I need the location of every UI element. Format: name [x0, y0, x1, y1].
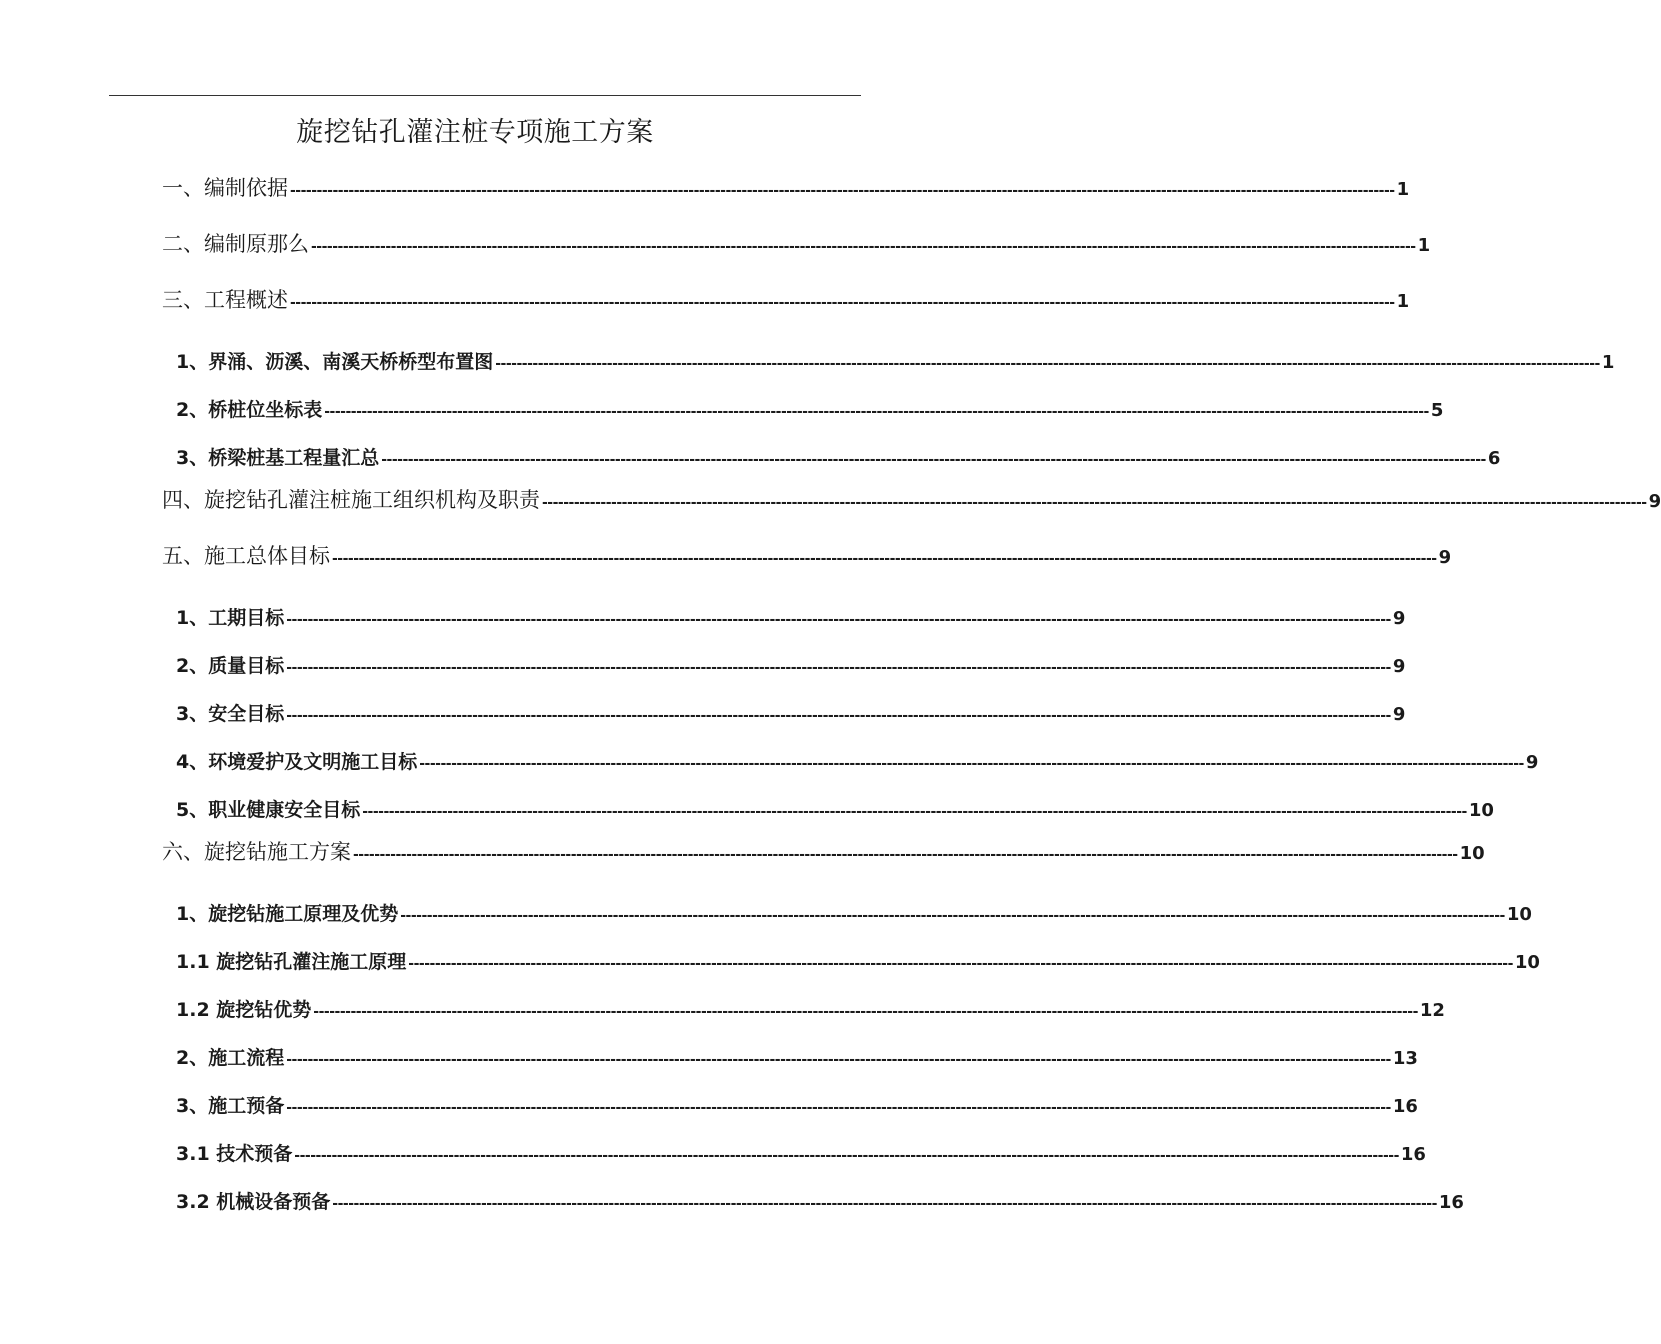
- toc-page-number: 12: [1419, 1000, 1445, 1021]
- toc-entry-title: 一、编制依据: [162, 176, 288, 200]
- toc-leader-dashes: ----------------------------------------------------------------------------------------------------------------------------------------------------------------------------------------------------------------: [286, 708, 1391, 724]
- document-title: 旋挖钻孔灌注桩专项施工方案: [296, 117, 654, 148]
- toc-leader-dashes: ----------------------------------------------------------------------------------------------------------------------------------------------------------------------------------------------------------------: [294, 1148, 1399, 1164]
- toc-entry[interactable]: [162, 836, 1485, 866]
- toc-entry[interactable]: [176, 699, 1406, 726]
- toc-entry[interactable]: [176, 347, 1615, 374]
- toc-leader-dashes: ----------------------------------------------------------------------------------------------------------------------------------------------------------------------------------------------------------------: [353, 847, 1458, 863]
- toc-entry-title: 六、旋挖钻施工方案: [162, 840, 351, 864]
- toc-leader-dashes: ----------------------------------------------------------------------------------------------------------------------------------------------------------------------------------------------------------------: [286, 660, 1391, 676]
- toc-page-number: 10: [1506, 904, 1532, 925]
- toc-entry-title: 4、环境爱护及文明施工目标: [176, 751, 418, 773]
- toc-leader-dashes: ----------------------------------------------------------------------------------------------------------------------------------------------------------------------------------------------------------------: [332, 1196, 1437, 1212]
- toc-page-number: 1: [1396, 291, 1410, 312]
- toc-leader-dashes: ----------------------------------------------------------------------------------------------------------------------------------------------------------------------------------------------------------------: [290, 183, 1395, 199]
- toc-entry[interactable]: [176, 1139, 1426, 1166]
- toc-entry[interactable]: [176, 995, 1445, 1022]
- toc-entry-title: 1、工期目标: [176, 607, 285, 629]
- toc-page-number: 9: [1648, 491, 1661, 512]
- toc-page-number: 9: [1525, 752, 1539, 773]
- toc-entry-title: 1、旋挖钻施工原理及优势: [176, 903, 399, 925]
- toc-entry-title: 2、施工流程: [176, 1047, 285, 1069]
- toc-entry[interactable]: [162, 540, 1452, 570]
- toc-leader-dashes: ----------------------------------------------------------------------------------------------------------------------------------------------------------------------------------------------------------------: [286, 612, 1391, 628]
- toc-entry[interactable]: [162, 484, 1661, 514]
- toc-entry[interactable]: [162, 228, 1431, 258]
- toc-page-number: 1: [1396, 179, 1410, 200]
- toc-entry[interactable]: [176, 1187, 1464, 1214]
- toc-entry-title: 3.2 机械设备预备: [176, 1191, 331, 1213]
- toc-page-number: 1: [1417, 235, 1431, 256]
- toc-entry-title: 3、安全目标: [176, 703, 285, 725]
- toc-entry[interactable]: [176, 899, 1532, 926]
- toc-entry[interactable]: [176, 603, 1406, 630]
- toc-leader-dashes: ----------------------------------------------------------------------------------------------------------------------------------------------------------------------------------------------------------------: [362, 804, 1467, 820]
- toc-entry-title: 3.1 技术预备: [176, 1143, 293, 1165]
- toc-leader-dashes: ----------------------------------------------------------------------------------------------------------------------------------------------------------------------------------------------------------------: [311, 239, 1416, 255]
- toc-entry-title: 二、编制原那么: [162, 232, 309, 256]
- toc-leader-dashes: ----------------------------------------------------------------------------------------------------------------------------------------------------------------------------------------------------------------: [332, 551, 1437, 567]
- toc-page-number: 9: [1392, 656, 1406, 677]
- toc-leader-dashes: ----------------------------------------------------------------------------------------------------------------------------------------------------------------------------------------------------------------: [286, 1052, 1391, 1068]
- toc-entry-title: 3、施工预备: [176, 1095, 285, 1117]
- toc-page-number: 16: [1400, 1144, 1426, 1165]
- toc-entry-title: 1、界涌、沥溪、南溪天桥桥型布置图: [176, 351, 494, 373]
- toc-leader-dashes: ----------------------------------------------------------------------------------------------------------------------------------------------------------------------------------------------------------------: [408, 956, 1513, 972]
- toc-entry-title: 五、施工总体目标: [162, 544, 330, 568]
- toc-page-number: 6: [1487, 448, 1501, 469]
- toc-entry[interactable]: [176, 651, 1406, 678]
- toc-leader-dashes: ----------------------------------------------------------------------------------------------------------------------------------------------------------------------------------------------------------------: [324, 404, 1429, 420]
- toc-entry-title: 2、桥桩位坐标表: [176, 399, 323, 421]
- toc-page-number: 9: [1392, 608, 1406, 629]
- toc-entry[interactable]: [176, 1043, 1418, 1070]
- toc-entry-title: 1.2 旋挖钻优势: [176, 999, 312, 1021]
- toc-leader-dashes: ----------------------------------------------------------------------------------------------------------------------------------------------------------------------------------------------------------------: [400, 908, 1505, 924]
- toc-entry-title: 三、工程概述: [162, 288, 288, 312]
- toc-page-number: 5: [1430, 400, 1444, 421]
- toc-page-number: 10: [1459, 843, 1485, 864]
- toc-page-number: 16: [1438, 1192, 1464, 1213]
- toc-entry[interactable]: [162, 172, 1410, 202]
- toc-leader-dashes: ----------------------------------------------------------------------------------------------------------------------------------------------------------------------------------------------------------------: [290, 295, 1395, 311]
- toc-page-number: 1: [1601, 352, 1615, 373]
- toc-page-number: 9: [1392, 704, 1406, 725]
- toc-leader-dashes: ----------------------------------------------------------------------------------------------------------------------------------------------------------------------------------------------------------------: [381, 452, 1486, 468]
- toc-leader-dashes: ----------------------------------------------------------------------------------------------------------------------------------------------------------------------------------------------------------------: [286, 1100, 1391, 1116]
- toc-leader-dashes: ----------------------------------------------------------------------------------------------------------------------------------------------------------------------------------------------------------------: [419, 756, 1524, 772]
- toc-entry-title: 1.1 旋挖钻孔灌注施工原理: [176, 951, 407, 973]
- toc-leader-dashes: ----------------------------------------------------------------------------------------------------------------------------------------------------------------------------------------------------------------: [495, 356, 1600, 372]
- toc-page-number: 9: [1438, 547, 1452, 568]
- toc-entry-title: 5、职业健康安全目标: [176, 799, 361, 821]
- toc-entry[interactable]: [176, 795, 1494, 822]
- toc-entry-title: 2、质量目标: [176, 655, 285, 677]
- toc-page-number: 13: [1392, 1048, 1418, 1069]
- toc-page-number: 10: [1514, 952, 1540, 973]
- toc-page-number: 10: [1468, 800, 1494, 821]
- toc-entry[interactable]: [176, 1091, 1418, 1118]
- toc-entry[interactable]: [176, 947, 1540, 974]
- toc-leader-dashes: ----------------------------------------------------------------------------------------------------------------------------------------------------------------------------------------------------------------: [313, 1004, 1418, 1020]
- toc-entry[interactable]: [176, 395, 1444, 422]
- toc-entry[interactable]: [162, 284, 1410, 314]
- toc-entry-title: 3、桥梁桩基工程量汇总: [176, 447, 380, 469]
- toc-entry[interactable]: [176, 747, 1539, 774]
- toc-entry[interactable]: [176, 443, 1501, 470]
- toc-page-number: 16: [1392, 1096, 1418, 1117]
- toc-leader-dashes: ----------------------------------------------------------------------------------------------------------------------------------------------------------------------------------------------------------------: [542, 495, 1647, 511]
- toc-entry-title: 四、旋挖钻孔灌注桩施工组织机构及职责: [162, 488, 540, 512]
